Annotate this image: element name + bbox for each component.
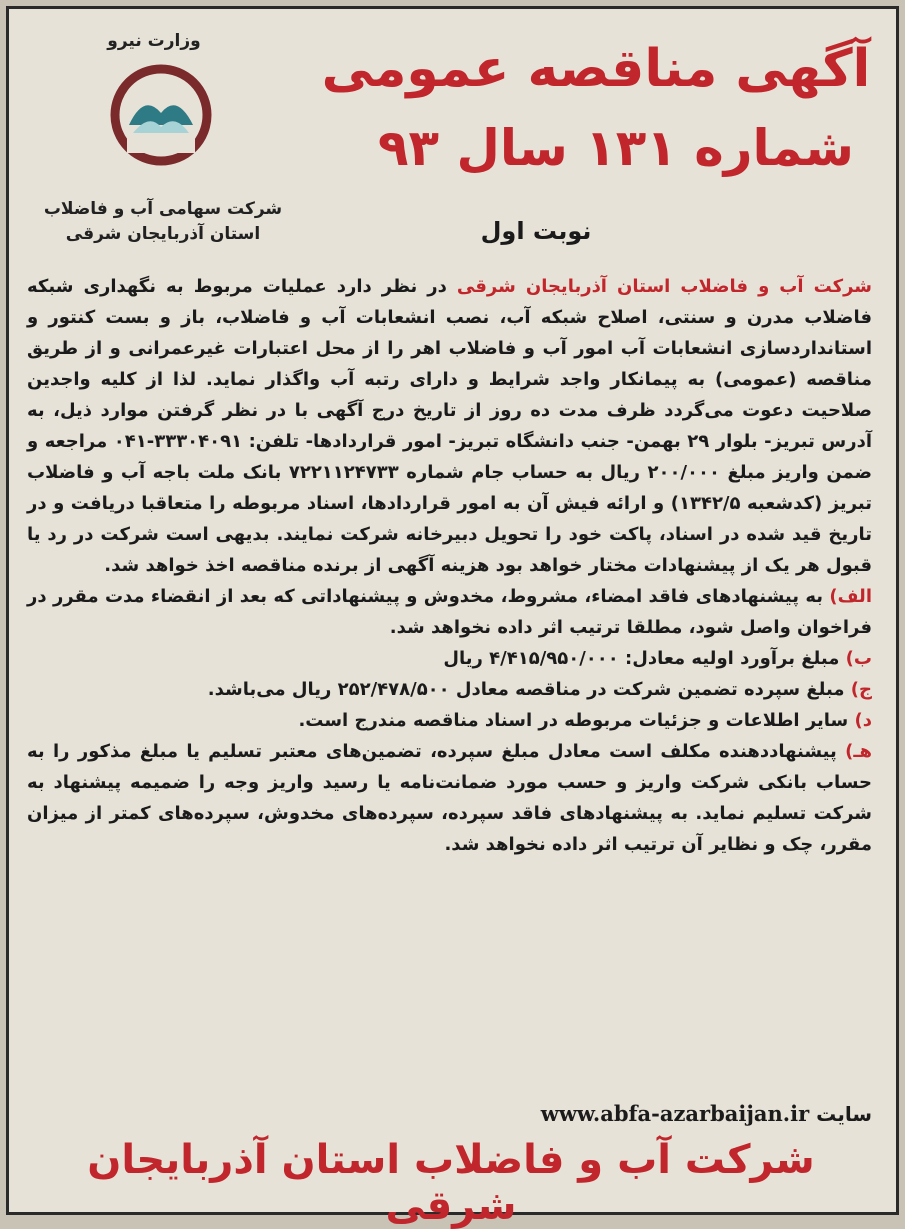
condition-label: د) — [854, 710, 872, 731]
logo-wave — [129, 105, 193, 125]
company-logo — [109, 53, 214, 183]
website-line — [27, 1101, 872, 1126]
footer-company-name: شرکت آب و فاضلاب استان آذربایجان شرقی — [87, 1137, 815, 1229]
condition-label: ج) — [850, 679, 872, 700]
condition-text: مبلغ سپرده تضمین شرکت در مناقصه معادل ۲۵۲/۴۷۸/۵۰۰ ریال می‌باشد. — [207, 679, 845, 700]
company-line-2: استان آذربایجان شرقی — [65, 224, 261, 244]
website-link[interactable]: www.abfa-azarbaijan.ir — [540, 1101, 810, 1126]
condition-item — [27, 581, 872, 643]
intro-company: شرکت آب و فاضلاب استان آذربایجان شرقی — [456, 276, 872, 297]
condition-text: سایر اطلاعات و جزئیات مربوطه در اسناد مناقصه مندرج است. — [298, 710, 849, 731]
condition-label: ب) — [845, 648, 872, 669]
condition-label: الف) — [829, 586, 872, 607]
website-label: سایت — [816, 1102, 872, 1126]
company-name-small — [33, 197, 293, 247]
condition-text: به پیشنهادهای فاقد امضاء، مشروط، مخدوش و پیشنهاداتی که بعد از انقضاء مدت مقرر در فراخوان واصل شود، مطلقا ترتیب اثر داده نخواهد شد. — [27, 586, 872, 638]
condition-item — [27, 643, 872, 674]
publication-round: نوبت اول — [480, 217, 592, 245]
logo-base — [127, 137, 195, 153]
condition-item — [27, 736, 872, 860]
condition-item — [27, 705, 872, 736]
intro-text: در نظر دارد عملیات مربوط به نگهداری شبکه فاضلاب مدرن و سنتی، اصلاح شبکه آب، نصب انشعابات آب و فاضلاب، باز و بست کنتور و استانداردسازی انشعابات آب امور آب و فاضلاب اهر را از محل اعتبارات غیرعمرانی و از طریق مناقصه (عمومی) به پیمانکار واجد شرایط و دارای رتبه آب واگذار نماید. لذا از کلیه واجدین صلاحیت دعوت می‌گردد ظرف مدت ده روز از تاریخ درج آگهی با در نظر گرفتن موارد ذیل، به آدرس تبریز- بلوار ۲۹ بهمن- جنب دانشگاه تبریز- امور قراردادها- تلفن: ۳۳۳۰۴۰۹۱-۰۴۱ مراجعه و ضمن واریز مبلغ ۲۰۰/۰۰۰ ریال به حساب جام شماره ۷۲۲۱۱۲۴۷۳۳ بانک ملت باجه آب و فاضلاب تبریز (کدشعبه ۱۳۴۲/۵) و ارائه فیش آن به امور قراردادها، اسناد مربوطه را متعاقبا دریافت و در تاریخ قید شده در اسناد، پاکت خود را تحویل دبیرخانه شرکت نمایند. بدیهی است شرکت در رد یا قبول هر یک از پیشنهادات مختار خواهد بود هزینه آگهی از برنده مناقصه اخذ خواهد شد. — [27, 276, 873, 576]
condition-text: مبلغ برآورد اولیه معادل: ۴/۴۱۵/۹۵۰/۰۰۰ ریال — [443, 648, 840, 669]
condition-text: پیشنهاددهنده مکلف است معادل مبلغ سپرده، تضمین‌های معتبر تسلیم یا مبلغ مذکور را به حساب بانکی شرکت واریز و حسب مورد ضمانت‌نامه یا رسید واریز وجه را ضمیمه پیشنهاد به شرکت تسلیم نماید. به پیشنهادهای فاقد سپرده، سپرده‌های مخدوش، سپرده‌های کمتر از میزان مقرر، چک و نظایر آن ترتیب اثر داده نخواهد شد. — [27, 741, 872, 855]
newspaper-ad — [6, 6, 899, 1229]
company-line-1: شرکت سهامی آب و فاضلاب — [43, 199, 283, 219]
ad-title: آگهی مناقصه عمومی — [321, 39, 871, 99]
condition-item — [27, 674, 872, 705]
ad-body — [27, 271, 872, 860]
condition-label: هـ) — [845, 741, 872, 762]
tender-number: شماره ۱۳۱ سال ۹۳ — [378, 119, 854, 177]
ministry-label: وزارت نیرو — [107, 31, 201, 51]
